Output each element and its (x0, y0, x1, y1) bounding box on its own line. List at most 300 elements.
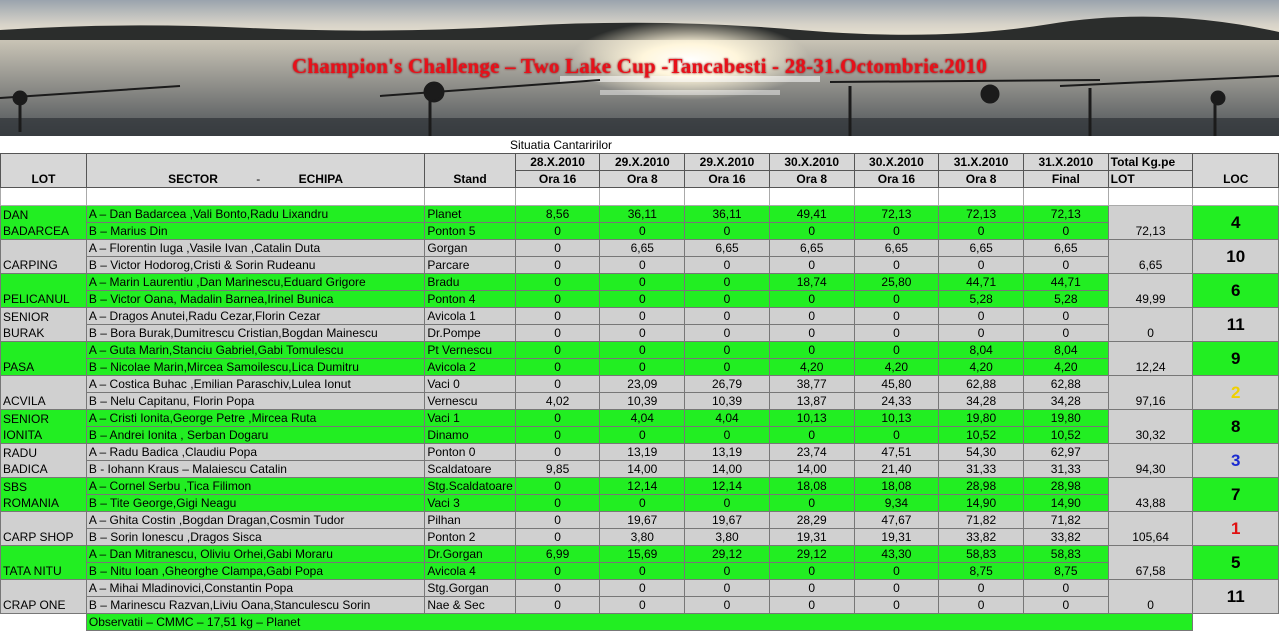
results-table (0, 153, 1279, 631)
team-lot (1, 512, 87, 546)
weight-cell: 45,80 (854, 376, 939, 393)
header-time: Final (1023, 171, 1108, 188)
weight-cell: 0 (515, 291, 600, 308)
weight-cell: 0 (854, 427, 939, 444)
header-lot: LOT (1, 154, 87, 188)
header-time: Ora 16 (685, 171, 770, 188)
weight-cell: 44,71 (939, 274, 1024, 291)
team-lot-line2: ACVILA (3, 394, 46, 408)
weight-cell: 47,51 (854, 444, 939, 461)
weight-cell: 0 (769, 597, 854, 614)
header-date: 31.X.2010 (1023, 154, 1108, 171)
weight-cell: 0 (939, 308, 1024, 325)
weight-cell: 0 (600, 342, 685, 359)
sector-cell: A – Costica Buhac ,Emilian Paraschiv,Lulea Ionut (86, 376, 424, 393)
weight-cell: 25,80 (854, 274, 939, 291)
weight-cell: 28,98 (1023, 478, 1108, 495)
team-lot (1, 240, 87, 274)
team-lot-line2: BADARCEA (3, 224, 70, 238)
sector-cell: A – Dan Mitranescu, Oliviu Orhei,Gabi Moraru (86, 546, 424, 563)
team-row (1, 597, 1279, 614)
team-row (1, 461, 1279, 478)
weight-cell: 0 (600, 495, 685, 512)
weight-cell: 54,30 (939, 444, 1024, 461)
weight-cell: 0 (769, 257, 854, 274)
stand-cell: Scaldatoare (425, 461, 515, 478)
team-lot-line2: PASA (3, 360, 35, 374)
weight-cell: 19,31 (854, 529, 939, 546)
weight-cell: 0 (685, 308, 770, 325)
team-row (1, 206, 1279, 223)
team-row (1, 512, 1279, 529)
weight-cell: 0 (515, 444, 600, 461)
weight-cell: 0 (854, 342, 939, 359)
team-lot-line2: CRAP ONE (3, 598, 66, 612)
sector-cell: A – Dragos Anutei,Radu Cezar,Florin Cezar (86, 308, 424, 325)
team-row (1, 376, 1279, 393)
weight-cell: 0 (600, 359, 685, 376)
weight-cell: 0 (939, 580, 1024, 597)
team-row (1, 427, 1279, 444)
weight-cell: 19,80 (1023, 410, 1108, 427)
team-row (1, 563, 1279, 580)
weight-cell: 21,40 (854, 461, 939, 478)
weight-cell: 0 (939, 325, 1024, 342)
header-echipa-label: ECHIPA (298, 172, 344, 186)
weight-cell: 0 (769, 342, 854, 359)
team-total: 67,58 (1108, 546, 1193, 580)
weight-cell: 0 (685, 223, 770, 240)
sector-cell: A – Dan Badarcea ,Vali Bonto,Radu Lixandru (86, 206, 424, 223)
team-lot-line1: SBS (3, 480, 28, 494)
header-date: 28.X.2010 (515, 154, 600, 171)
weight-cell: 0 (515, 495, 600, 512)
team-total: 97,16 (1108, 376, 1193, 410)
team-row (1, 444, 1279, 461)
weight-cell: 58,83 (1023, 546, 1108, 563)
team-place: 2 (1193, 376, 1279, 410)
team-total: 12,24 (1108, 342, 1193, 376)
weight-cell: 0 (854, 257, 939, 274)
team-lot-line2: TATA NITU (3, 564, 62, 578)
weight-cell: 0 (685, 359, 770, 376)
weight-cell: 0 (515, 597, 600, 614)
weight-cell: 0 (769, 308, 854, 325)
weight-cell: 0 (515, 376, 600, 393)
weight-cell: 0 (854, 308, 939, 325)
weight-cell: 0 (515, 580, 600, 597)
team-place: 1 (1193, 512, 1279, 546)
team-total: 43,88 (1108, 478, 1193, 512)
weight-cell: 14,90 (939, 495, 1024, 512)
weight-cell: 0 (515, 427, 600, 444)
weight-cell: 0 (854, 325, 939, 342)
team-row (1, 240, 1279, 257)
stand-cell: Avicola 1 (425, 308, 515, 325)
stand-cell: Dr.Pompe (425, 325, 515, 342)
stand-cell: Pilhan (425, 512, 515, 529)
observations-row (1, 614, 1279, 631)
weight-cell: 0 (769, 223, 854, 240)
stand-cell: Dr.Gorgan (425, 546, 515, 563)
weight-cell: 0 (685, 274, 770, 291)
weight-cell: 6,65 (769, 240, 854, 257)
team-lot (1, 308, 87, 342)
team-lot-line2: IONITA (3, 428, 43, 442)
weight-cell: 33,82 (939, 529, 1024, 546)
weight-cell: 0 (600, 274, 685, 291)
weight-cell: 43,30 (854, 546, 939, 563)
weight-cell: 18,08 (854, 478, 939, 495)
weight-cell: 0 (854, 580, 939, 597)
sector-cell: B – Nicolae Marin,Mircea Samoilescu,Lica Dumitru (86, 359, 424, 376)
weight-cell: 0 (515, 342, 600, 359)
weight-cell: 13,19 (600, 444, 685, 461)
team-row (1, 342, 1279, 359)
header-time: Ora 8 (769, 171, 854, 188)
sector-cell: A – Guta Marin,Stanciu Gabriel,Gabi Tomulescu (86, 342, 424, 359)
weight-cell: 0 (600, 308, 685, 325)
sector-cell: B – Tite George,Gigi Neagu (86, 495, 424, 512)
weight-cell: 0 (939, 257, 1024, 274)
weight-cell: 9,85 (515, 461, 600, 478)
weight-cell: 18,74 (769, 274, 854, 291)
weight-cell: 10,13 (854, 410, 939, 427)
weight-cell: 0 (515, 410, 600, 427)
sector-cell: B - Iohann Kraus – Malaiescu Catalin (86, 461, 424, 478)
weight-cell: 0 (515, 223, 600, 240)
weight-cell: 28,29 (769, 512, 854, 529)
team-row (1, 325, 1279, 342)
weight-cell: 49,41 (769, 206, 854, 223)
weight-cell: 62,88 (939, 376, 1024, 393)
team-place: 6 (1193, 274, 1279, 308)
sector-cell: A – Mihai Mladinovici,Constantin Popa (86, 580, 424, 597)
weight-cell: 10,52 (939, 427, 1024, 444)
weight-cell: 0 (1023, 223, 1108, 240)
weight-cell: 0 (685, 325, 770, 342)
team-total: 0 (1108, 308, 1193, 342)
team-lot-line2: BURAK (3, 326, 45, 340)
team-lot (1, 546, 87, 580)
header-date: 29.X.2010 (600, 154, 685, 171)
weight-cell: 10,39 (685, 393, 770, 410)
weight-cell: 0 (1023, 308, 1108, 325)
team-lot-line2: BADICA (3, 462, 48, 476)
weight-cell: 26,79 (685, 376, 770, 393)
header-time: Ora 16 (515, 171, 600, 188)
header-row-dates (1, 154, 1279, 171)
weight-cell: 44,71 (1023, 274, 1108, 291)
team-lot-line1 (3, 241, 84, 257)
team-lot (1, 342, 87, 376)
spacer-row (1, 188, 1279, 206)
team-lot-line1: SENIOR (3, 412, 50, 426)
team-place: 7 (1193, 478, 1279, 512)
team-row (1, 529, 1279, 546)
banner-title: Champion's Challenge – Two Lake Cup -Tancabesti - 28-31.Octombrie.2010 (292, 54, 987, 78)
weight-cell: 15,69 (600, 546, 685, 563)
stand-cell: Vaci 0 (425, 376, 515, 393)
weight-cell: 13,87 (769, 393, 854, 410)
header-time: Ora 8 (939, 171, 1024, 188)
weight-cell: 34,28 (939, 393, 1024, 410)
team-lot-line1: SENIOR (3, 310, 50, 324)
header-total-bottom: LOT (1108, 171, 1193, 188)
weight-cell: 0 (1023, 325, 1108, 342)
team-row (1, 393, 1279, 410)
weight-cell: 0 (1023, 580, 1108, 597)
weight-cell: 0 (769, 580, 854, 597)
team-total: 0 (1108, 580, 1193, 614)
header-stand: Stand (425, 154, 515, 188)
weight-cell: 0 (854, 597, 939, 614)
weight-cell: 4,04 (600, 410, 685, 427)
weight-cell: 6,65 (854, 240, 939, 257)
team-row (1, 478, 1279, 495)
stand-cell: Ponton 4 (425, 291, 515, 308)
team-lot-line2: CARP SHOP (3, 530, 74, 544)
team-total: 72,13 (1108, 206, 1193, 240)
weight-cell: 4,20 (854, 359, 939, 376)
team-row (1, 359, 1279, 376)
header-time: Ora 8 (600, 171, 685, 188)
header-date: 30.X.2010 (854, 154, 939, 171)
weight-cell: 8,56 (515, 206, 600, 223)
team-total: 94,30 (1108, 444, 1193, 478)
weight-cell: 5,28 (939, 291, 1024, 308)
weight-cell: 23,09 (600, 376, 685, 393)
weight-cell: 0 (515, 563, 600, 580)
sector-cell: B – Marinescu Razvan,Liviu Oana,Stanculescu Sorin (86, 597, 424, 614)
stand-cell: Dinamo (425, 427, 515, 444)
weight-cell: 29,12 (769, 546, 854, 563)
sector-cell: B – Marius Din (86, 223, 424, 240)
weight-cell: 0 (515, 512, 600, 529)
weight-cell: 0 (685, 580, 770, 597)
team-lot-line2: CARPING (3, 258, 58, 272)
header-dash: - (256, 172, 261, 186)
page-subtitle: Situatia Cantaririlor (510, 138, 613, 152)
weight-cell: 6,65 (600, 240, 685, 257)
weight-cell: 0 (769, 495, 854, 512)
team-row (1, 546, 1279, 563)
stand-cell: Bradu (425, 274, 515, 291)
stand-cell: Gorgan (425, 240, 515, 257)
weight-cell: 29,12 (685, 546, 770, 563)
weight-cell: 19,31 (769, 529, 854, 546)
stand-cell: Ponton 0 (425, 444, 515, 461)
weight-cell: 31,33 (939, 461, 1024, 478)
weight-cell: 12,14 (685, 478, 770, 495)
weight-cell: 0 (685, 597, 770, 614)
weight-cell: 4,02 (515, 393, 600, 410)
team-lot-line1 (3, 275, 84, 291)
weight-cell: 0 (1023, 257, 1108, 274)
weight-cell: 62,97 (1023, 444, 1108, 461)
sector-cell: A – Cornel Serbu ,Tica Filimon (86, 478, 424, 495)
stand-cell: Parcare (425, 257, 515, 274)
team-lot (1, 206, 87, 240)
team-total: 49,99 (1108, 274, 1193, 308)
stand-cell: Ponton 5 (425, 223, 515, 240)
weight-cell: 0 (600, 257, 685, 274)
team-place: 3 (1193, 444, 1279, 478)
weight-cell: 19,67 (685, 512, 770, 529)
team-lot (1, 274, 87, 308)
weight-cell: 0 (685, 495, 770, 512)
weight-cell: 72,13 (1023, 206, 1108, 223)
team-total: 6,65 (1108, 240, 1193, 274)
weight-cell: 0 (854, 291, 939, 308)
header-date: 30.X.2010 (769, 154, 854, 171)
weight-cell: 13,19 (685, 444, 770, 461)
header-sector-label: SECTOR (168, 172, 218, 186)
sector-cell: B – Nitu Ioan ,Gheorghe Clampa,Gabi Popa (86, 563, 424, 580)
weight-cell: 47,67 (854, 512, 939, 529)
team-row (1, 410, 1279, 427)
weight-cell: 0 (685, 563, 770, 580)
weight-cell: 0 (600, 325, 685, 342)
weight-cell: 6,65 (939, 240, 1024, 257)
weight-cell: 36,11 (685, 206, 770, 223)
weight-cell: 58,83 (939, 546, 1024, 563)
weight-cell: 0 (515, 529, 600, 546)
weight-cell: 0 (600, 223, 685, 240)
weight-cell: 34,28 (1023, 393, 1108, 410)
weight-cell: 18,08 (769, 478, 854, 495)
team-row (1, 257, 1279, 274)
weight-cell: 8,04 (939, 342, 1024, 359)
weight-cell: 9,34 (854, 495, 939, 512)
weight-cell: 0 (769, 325, 854, 342)
weight-cell: 62,88 (1023, 376, 1108, 393)
weight-cell: 0 (939, 597, 1024, 614)
weight-cell: 0 (515, 257, 600, 274)
weight-cell: 4,20 (1023, 359, 1108, 376)
header-date: 29.X.2010 (685, 154, 770, 171)
weight-cell: 14,00 (600, 461, 685, 478)
team-row (1, 223, 1279, 240)
team-lot (1, 444, 87, 478)
team-place: 5 (1193, 546, 1279, 580)
weight-cell: 0 (939, 223, 1024, 240)
weight-cell: 4,20 (769, 359, 854, 376)
header-sector (86, 154, 424, 188)
weight-cell: 8,75 (1023, 563, 1108, 580)
team-place: 10 (1193, 240, 1279, 274)
team-row (1, 291, 1279, 308)
weight-cell: 0 (769, 427, 854, 444)
stand-cell: Vaci 3 (425, 495, 515, 512)
weight-cell: 28,98 (939, 478, 1024, 495)
weight-cell: 38,77 (769, 376, 854, 393)
team-place: 9 (1193, 342, 1279, 376)
weight-cell: 8,75 (939, 563, 1024, 580)
sector-cell: B – Victor Hodorog,Cristi & Sorin Rudeanu (86, 257, 424, 274)
weight-cell: 71,82 (939, 512, 1024, 529)
header-date: 31.X.2010 (939, 154, 1024, 171)
weight-cell: 10,13 (769, 410, 854, 427)
weight-cell: 24,33 (854, 393, 939, 410)
weight-cell: 10,39 (600, 393, 685, 410)
weight-cell: 72,13 (939, 206, 1024, 223)
header-banner (0, 0, 1279, 136)
team-total: 30,32 (1108, 410, 1193, 444)
stand-cell: Nae & Sec (425, 597, 515, 614)
weight-cell: 0 (685, 291, 770, 308)
weight-cell: 14,00 (769, 461, 854, 478)
stand-cell: Ponton 2 (425, 529, 515, 546)
sector-cell: B – Sorin Ionescu ,Dragos Sisca (86, 529, 424, 546)
stand-cell: Vaci 1 (425, 410, 515, 427)
team-lot-line1 (3, 377, 84, 393)
team-lot-line1 (3, 547, 84, 563)
stand-cell: Pt Vernescu (425, 342, 515, 359)
weight-cell: 14,00 (685, 461, 770, 478)
team-row (1, 495, 1279, 512)
team-lot-line2: ROMANIA (3, 496, 60, 510)
sector-cell: A – Ghita Costin ,Bogdan Dragan,Cosmin Tudor (86, 512, 424, 529)
stand-cell: Vernescu (425, 393, 515, 410)
team-place: 11 (1193, 308, 1279, 342)
team-place: 8 (1193, 410, 1279, 444)
weight-cell: 0 (769, 563, 854, 580)
sector-cell: A – Florentin Iuga ,Vasile Ivan ,Catalin Duta (86, 240, 424, 257)
team-lot-line1 (3, 343, 84, 359)
weight-cell: 19,80 (939, 410, 1024, 427)
weight-cell: 0 (600, 291, 685, 308)
team-place: 11 (1193, 580, 1279, 614)
team-lot-line1: RADU (3, 446, 38, 460)
weight-cell: 0 (769, 291, 854, 308)
sector-cell: A – Cristi Ionita,George Petre ,Mircea Ruta (86, 410, 424, 427)
stand-cell: Planet (425, 206, 515, 223)
sector-cell: B – Nelu Capitanu, Florin Popa (86, 393, 424, 410)
team-lot-line1: DAN (3, 208, 29, 222)
team-place: 4 (1193, 206, 1279, 240)
weight-cell: 0 (600, 427, 685, 444)
weight-cell: 19,67 (600, 512, 685, 529)
weight-cell: 0 (685, 342, 770, 359)
stand-cell: Avicola 4 (425, 563, 515, 580)
weight-cell: 72,13 (854, 206, 939, 223)
weight-cell: 36,11 (600, 206, 685, 223)
weight-cell: 0 (600, 580, 685, 597)
weight-cell: 6,99 (515, 546, 600, 563)
weight-cell: 0 (600, 597, 685, 614)
team-lot-line1 (3, 513, 84, 529)
team-total: 105,64 (1108, 512, 1193, 546)
weight-cell: 3,80 (600, 529, 685, 546)
weight-cell: 0 (515, 325, 600, 342)
weight-cell: 4,04 (685, 410, 770, 427)
sector-cell: A – Marin Laurentiu ,Dan Marinescu,Eduard Grigore (86, 274, 424, 291)
sector-cell: B – Victor Oana, Madalin Barnea,Irinel Bunica (86, 291, 424, 308)
weight-cell: 6,65 (1023, 240, 1108, 257)
weight-cell: 0 (515, 359, 600, 376)
weight-cell: 23,74 (769, 444, 854, 461)
header-total-top: Total Kg.pe (1108, 154, 1193, 171)
weight-cell: 0 (685, 257, 770, 274)
team-lot (1, 580, 87, 614)
weight-cell: 10,52 (1023, 427, 1108, 444)
team-lot (1, 410, 87, 444)
weight-cell: 14,90 (1023, 495, 1108, 512)
sector-cell: B – Andrei Ionita , Serban Dogaru (86, 427, 424, 444)
team-lot-line2: PELICANUL (3, 292, 70, 306)
observations-text: Observatii – CMMC – 17,51 kg – Planet (86, 614, 1193, 631)
